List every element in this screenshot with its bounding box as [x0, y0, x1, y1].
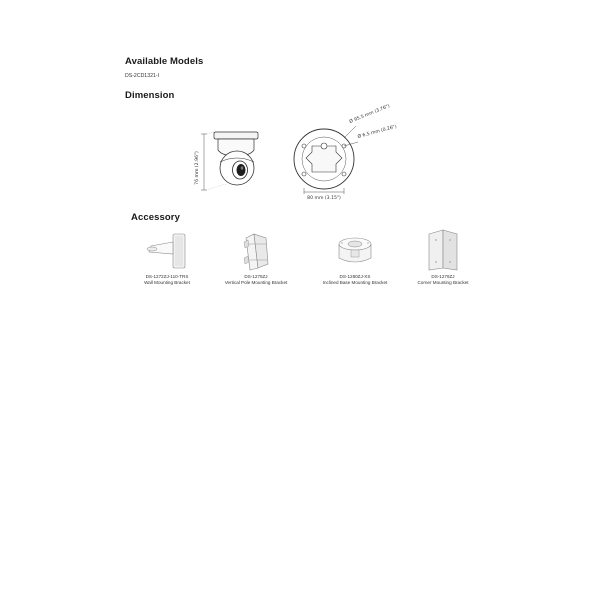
accessory-code: DS-1276ZJ: [431, 274, 455, 279]
corner-mount-bracket-icon: [425, 228, 461, 272]
svg-text:Ø 6.5 mm (0.26"): Ø 6.5 mm (0.26"): [357, 124, 398, 140]
accessory-name: Corner Mounting Bracket: [417, 280, 469, 285]
side-height-label: [192, 148, 202, 188]
model-number: DS-2CD1321-I: [125, 73, 160, 79]
camera-top-view-drawing: [290, 104, 400, 212]
accessory-name: Vertical Pole Mounting Bracket: [224, 280, 288, 285]
accessory-item-4: [405, 274, 481, 286]
accessory-name: Wall Mounting Bracket: [144, 280, 190, 285]
wall-mount-bracket-icon: [143, 232, 191, 272]
svg-text:Ø 95.5 mm (3.76"): Ø 95.5 mm (3.76"): [348, 104, 391, 125]
accessory-code: DS-1272ZJ-110-TRS: [145, 274, 189, 279]
svg-text:76 mm (2.96"): 76 mm (2.96"): [195, 151, 200, 185]
pole-mount-bracket-icon: [236, 230, 276, 272]
available-models-heading: Available Models: [125, 56, 204, 67]
accessory-heading: Accessory: [131, 212, 180, 223]
accessory-item-1: [127, 274, 207, 286]
dimension-heading: Dimension: [125, 90, 175, 101]
camera-side-view-drawing: [196, 124, 276, 204]
accessory-code: DS-1280ZJ-XS: [339, 274, 371, 279]
accessory-item-3: [310, 274, 400, 286]
svg-text:80 mm (3.15"): 80 mm (3.15"): [307, 196, 341, 201]
junction-box-icon: [335, 234, 375, 270]
accessory-item-2: [209, 274, 303, 286]
accessory-name: Inclined Base Mounting Bracket: [322, 280, 388, 285]
accessory-code: DS-1275ZJ: [244, 274, 268, 279]
